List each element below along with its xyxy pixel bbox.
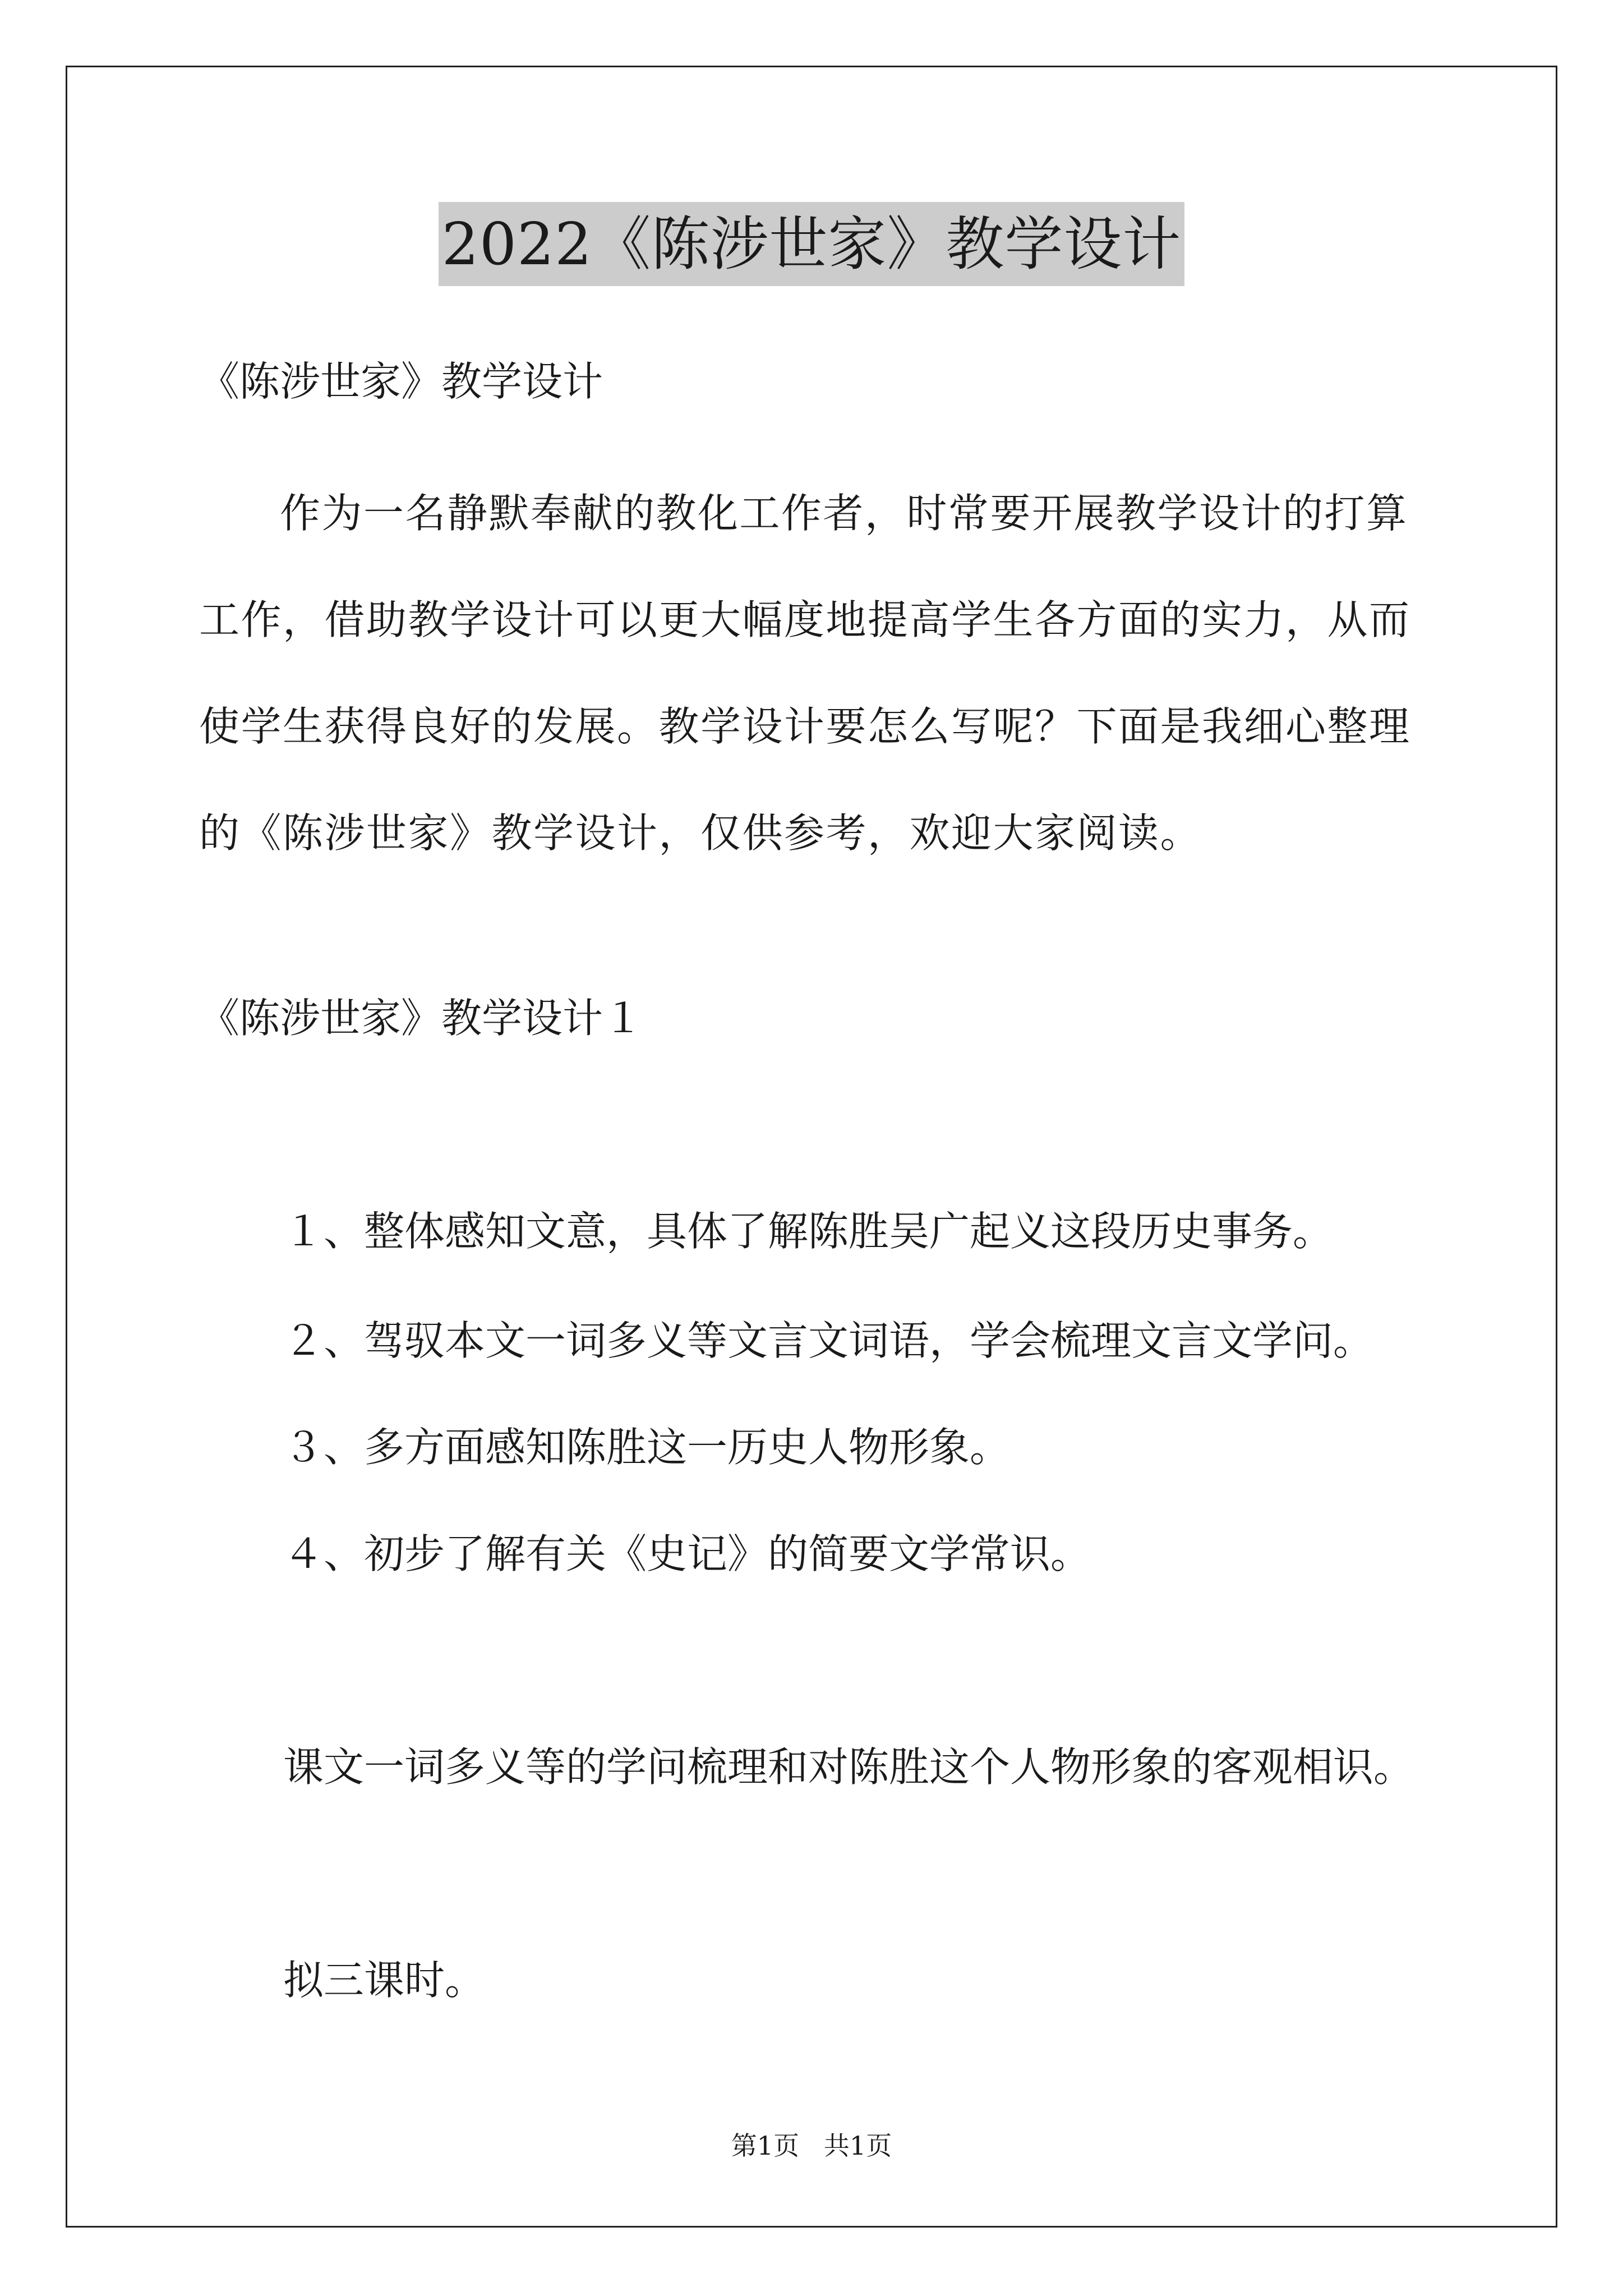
page-footer: 第1页 共1页 [731,2131,892,2161]
document-subtitle: 《陈涉世家》教学设计 [199,358,603,405]
objective-item: ２、驾驭本文一词多义等文言文词语，学会梳理文言文学问。 [283,1317,1374,1364]
lesson-hours-paragraph: 拟三课时。 [283,1957,486,2004]
document-title: 2022《陈涉世家》教学设计 [439,202,1185,286]
title-container [0,202,1623,286]
objective-item: １、整体感知文意，具体了解陈胜吴广起义这段历史事务。 [283,1208,1334,1255]
section-heading: 《陈涉世家》教学设计１ [199,995,644,1042]
objective-item: ３、多方面感知陈胜这一历史人物形象。 [283,1424,1011,1471]
objective-item: ４、初步了解有关《史记》的简要文学常识。 [283,1530,1091,1577]
key-points-paragraph: 课文一词多义等的学问梳理和对陈胜这个人物形象的客观相识。 [283,1743,1414,1791]
intro-paragraph: 作为一名静默奉献的教化工作者，时常要开展教学设计的打算工作，借助教学设计可以更大幅度地提高学生各方面的实力，从而使学生获得良好的发展。教学设计要怎么写呢？下面是我细心整理的《陈涉世家》教学设计，仅供参考，欢迎大家阅读。 [199,490,1411,857]
